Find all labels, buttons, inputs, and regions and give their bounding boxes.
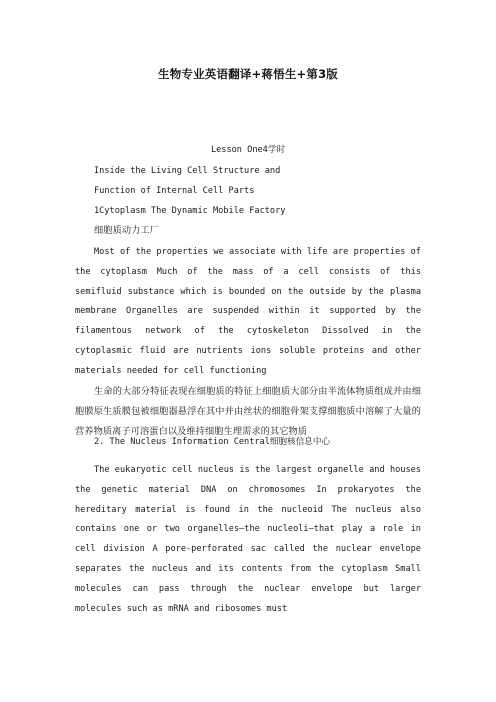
subtitle-line-1: Inside the Living Cell Structure and — [94, 166, 281, 176]
section-1-chinese-heading: 细胞质动力工厂 — [94, 225, 160, 236]
section-2-heading: 2. The Nucleus Information Central细胞核信息中心 — [94, 437, 331, 447]
document-title: 生物专业英语翻译+蒋悟生+第3版 — [158, 67, 338, 81]
section-1-chinese-paragraph: 生命的大部分特征表现在细胞质的特征上细胞质大部分由半流体物质组成并由细胞膜原生质膜包被细胞器悬浮在其中并由丝状的细胞骨架支撑细胞质中溶解了大量的营养物质离子可溶蛋白以及维持细胞生理需求的其它物质 — [75, 386, 421, 437]
section-1-heading: 1Cytoplasm The Dynamic Mobile Factory — [94, 206, 286, 216]
lesson-heading: Lesson One4学时 — [210, 145, 286, 155]
subtitle-line-2: Function of Internal Cell Parts — [94, 186, 255, 196]
section-1-english-paragraph: Most of the properties we associate with life are properties of the cytoplasm Much of the mass of a cell consists of this semifluid substance which is bounded on the outside by the plasma membrane Organelles are suspended within it supported by the filamentous network of the cytoskeleton Dissolved in the cytoplasmic fluid are nutrients ions soluble proteins and other materials needed for cell functioning — [75, 247, 421, 376]
section-2-english-paragraph: The eukaryotic cell nucleus is the largest organelle and houses the genetic material DNA on chromosomes In prokaryotes the hereditary material is found in the nucleoid The nucleus also contains one or two organelles—the nucleoli—that play a role in cell division A pore-perforated sac called the nuclear envelope separates the nucleus and its contents from the cytoplasm Small molecules can pass through the nuclear envelope but larger molecules such as mRNA and ribosomes must — [75, 465, 421, 614]
